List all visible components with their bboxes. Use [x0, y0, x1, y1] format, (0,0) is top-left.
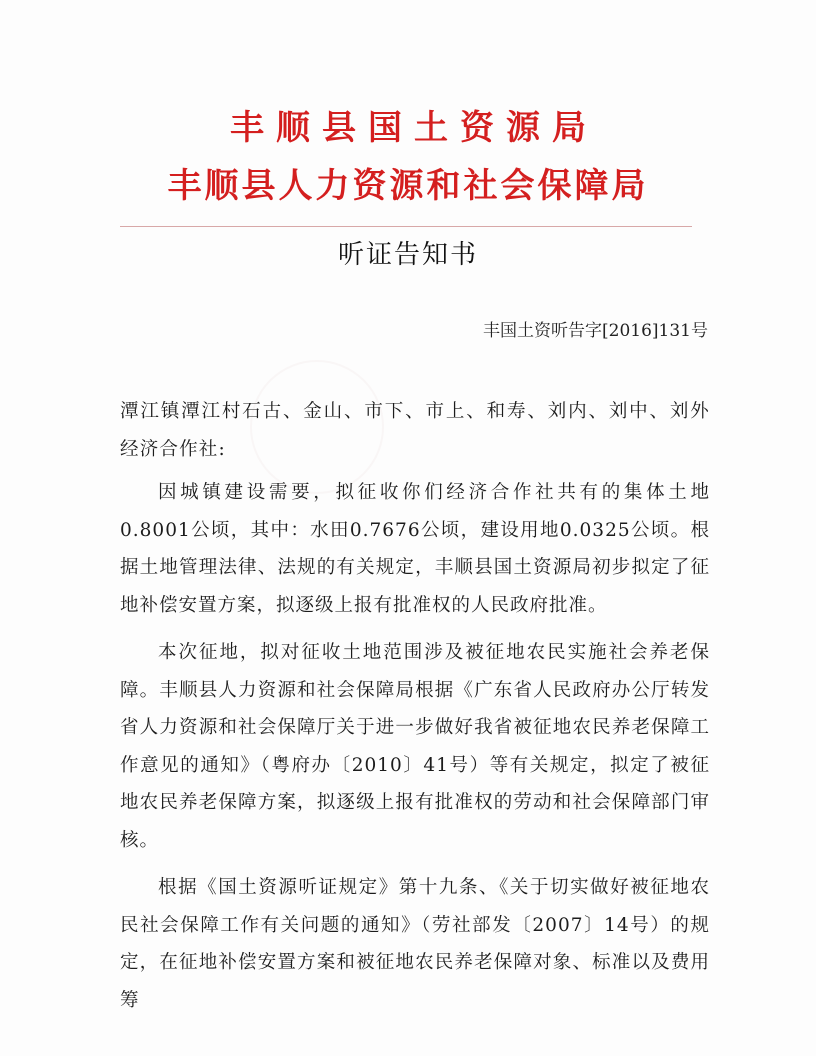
document-title: 听证告知书 [337, 240, 478, 270]
paragraph-hearing-basis: 根据《国土资源听证规定》第十九条、《关于切实做好被征地农民社会保障工作有关问题的通知》（劳社部发〔2007〕14号）的规定，在征地补偿安置方案和被征地农民养老保障对象、标准以及费用筹 [120, 877, 710, 1011]
addressee: 潭江镇潭江村石古、金山、市下、市上、和寿、刘内、刘中、刘外经济合作社: [120, 401, 710, 460]
body-paragraphs [120, 474, 710, 1029]
paragraph-land-acquisition: 因城镇建设需要，拟征收你们经济合作社共有的集体土地0.8001公顷，其中：水田0.7676公顷，建设用地0.0325公顷。根据土地管理法律、法规的有关规定，丰顺县国土资源局初步拟定了征地补偿安置方案，拟逐级上报有批准权的人民政府批准。 [120, 482, 710, 616]
paragraph-pension-security: 本次征地，拟对征收土地范围涉及被征地农民实施社会养老保障。丰顺县人力资源和社会保障局根据《广东省人民政府办公厅转发省人力资源和社会保障厅关于进一步做好我省被征地农民养老保障工作意见的通知》（粤府办〔2010〕41号）等有关规定，拟定了被征地农民养老保障方案，拟逐级上报有批准权的劳动和社会保障部门审核。 [120, 642, 710, 851]
issuing-org-land-resources: 丰顺县国土资源局 [230, 108, 598, 148]
header-divider [120, 226, 692, 227]
issuing-org-human-resources: 丰顺县人力资源和社会保障局 [167, 166, 649, 206]
document-number: 丰国土资听告字[2016]131号 [483, 321, 708, 341]
